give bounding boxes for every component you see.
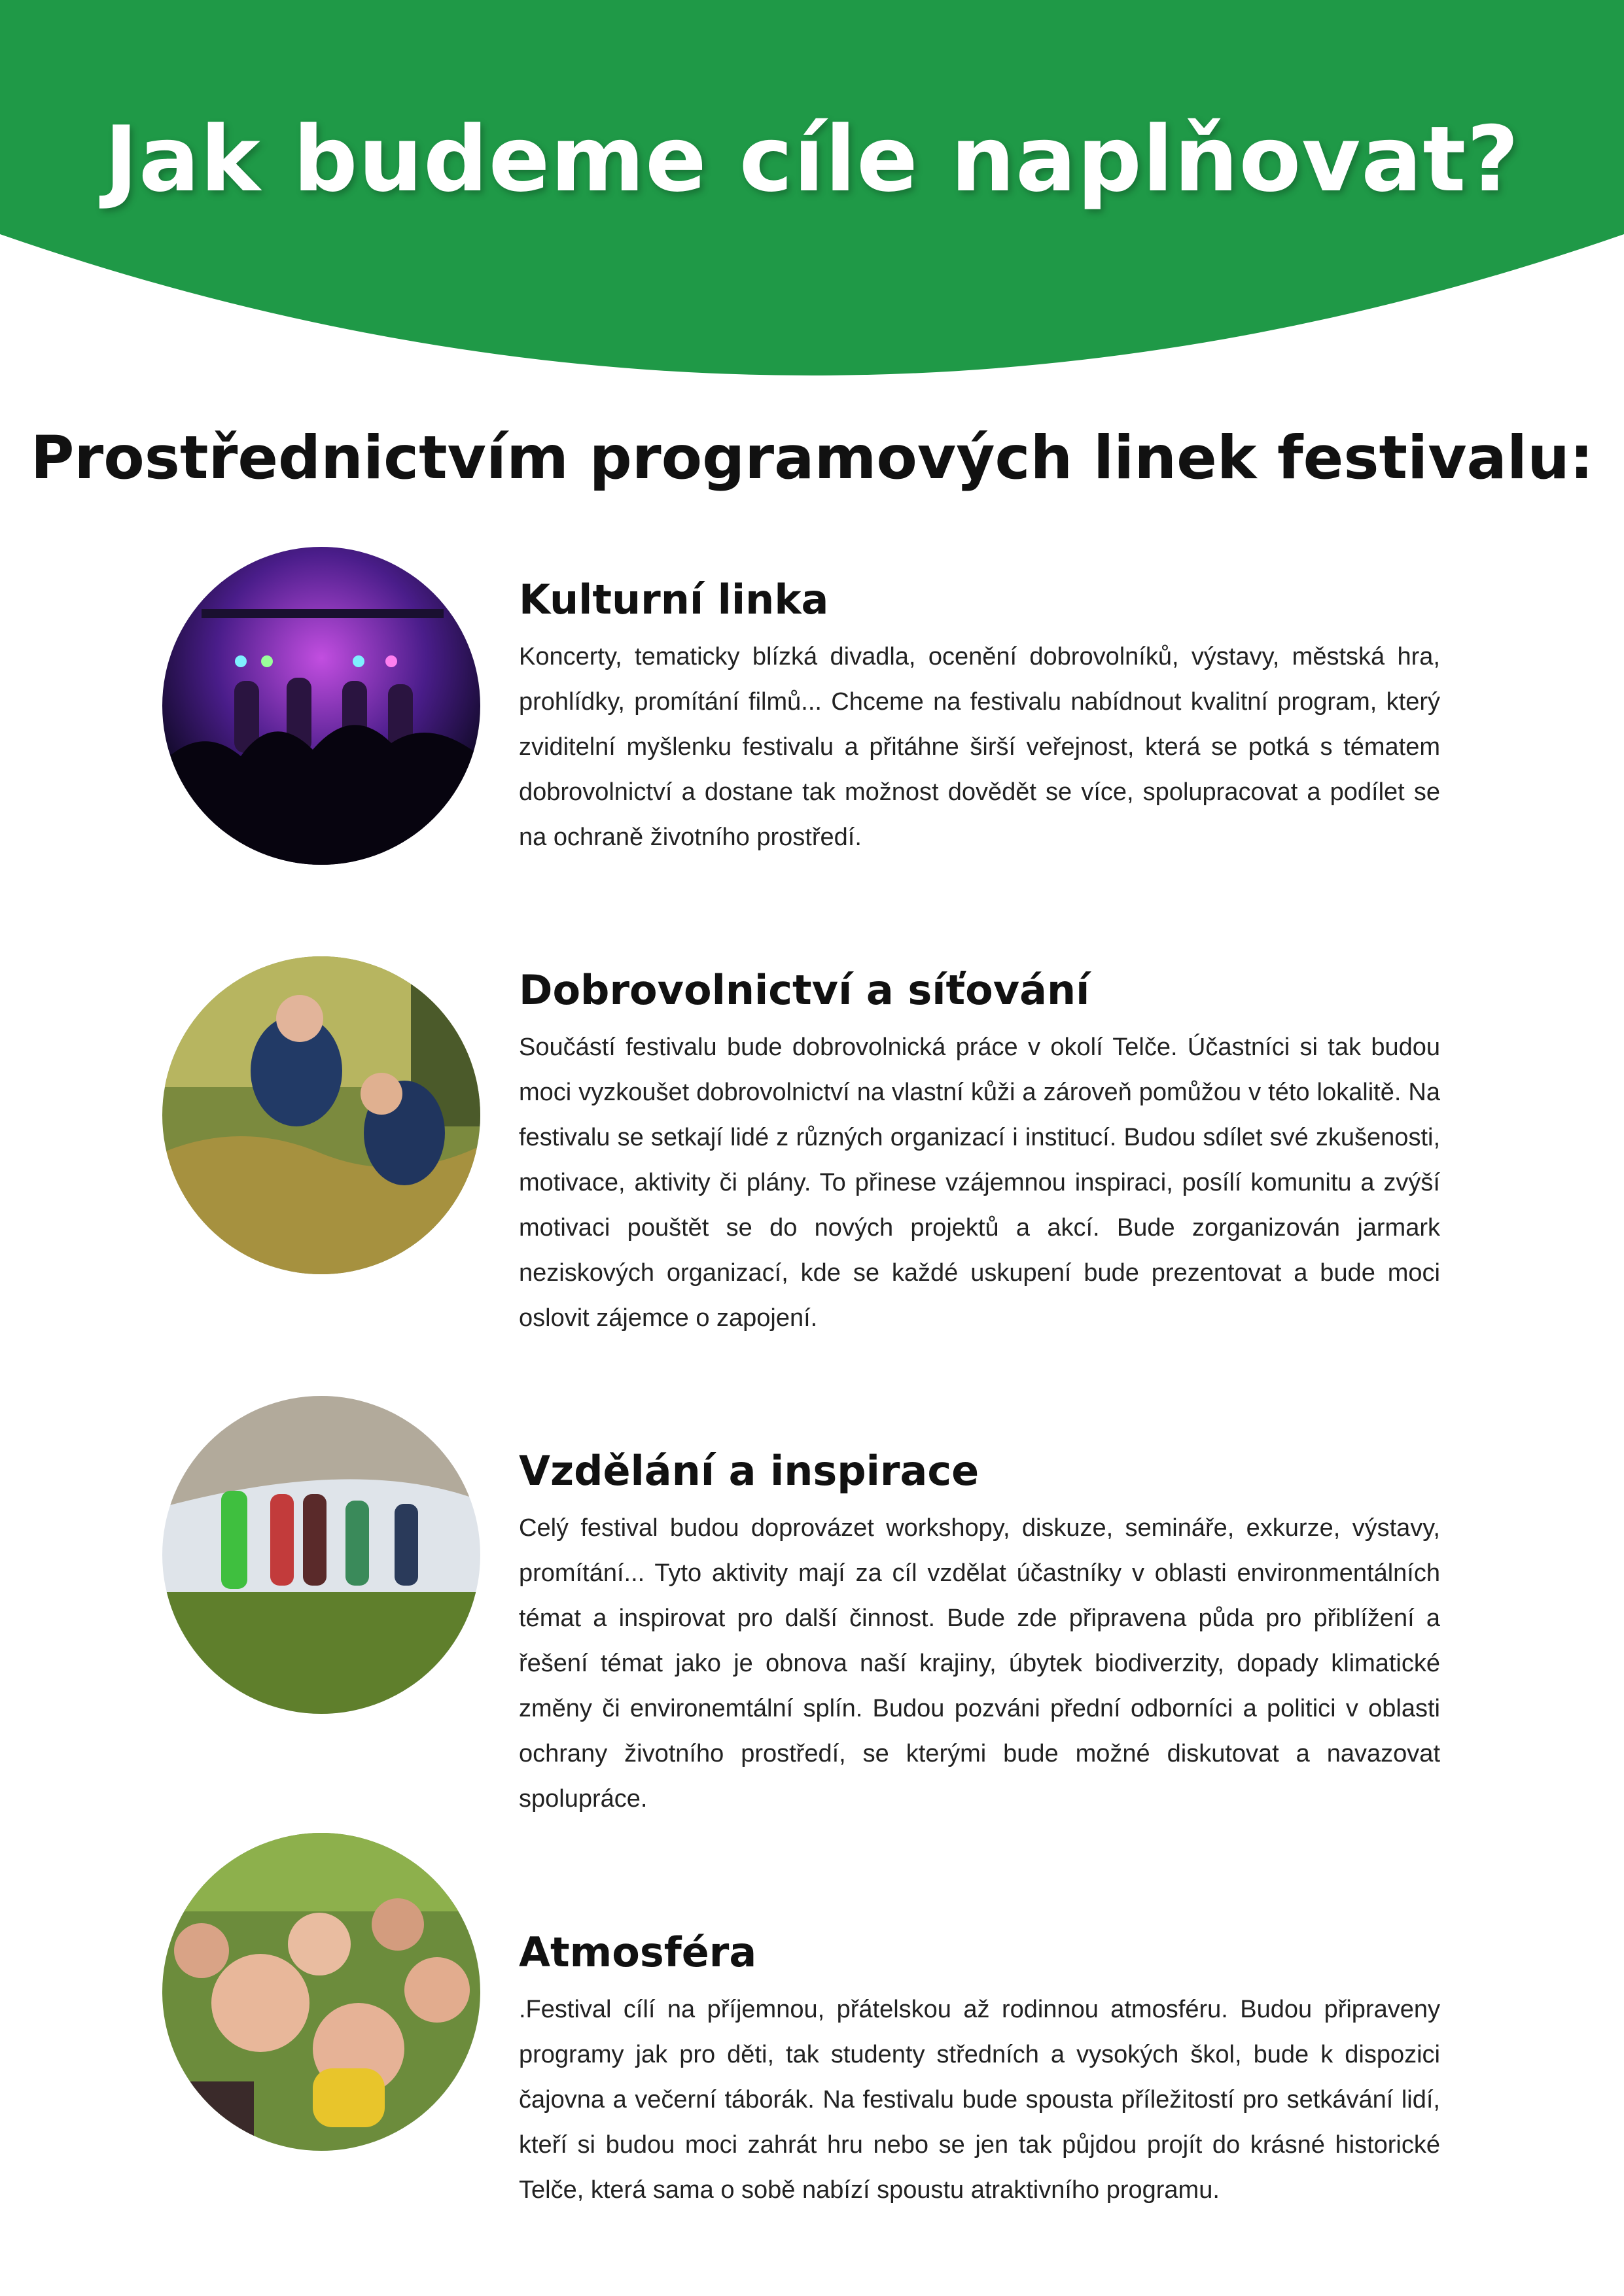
concert-photo (162, 547, 480, 865)
page-title: Jak budeme cíle naplňovat? (104, 107, 1520, 212)
volunteers-photo (162, 956, 480, 1274)
section-body: Součástí festivalu bude dobrovolnická práce v okolí Telče. Účastníci si tak budou moci vyzkoušet dobrovolnictví na vlastní kůži a zároveň pomůžou v této lokalitě. Na festivalu se setkají lidé z různých organizací i institucí. Budou sdílet své zkušenosti, motivace, aktivity či plány. To přinese vzájemnou inspiraci, posílí komunitu a zvýší motivaci pouštět se do nových projektů a akcí. Bude zorganizován jarmark neziskových organizací, kde se každé uskupení bude prezentovat a bude moci oslovit zájemce o zapojení. (519, 1034, 1440, 1332)
section-title: Dobrovolnictví a síťování (519, 966, 1090, 1014)
section-title: Kulturní linka (519, 576, 829, 623)
section-body: Koncerty, tematicky blízká divadla, ocenění dobrovolníků, výstavy, městská hra, prohlídky, promítání filmů... Chceme na festivalu nabídnout kvalitní program, který zviditelní myšlenku festivalu a přitáhne širší veřejnost, která se potká s tématem dobrovolnictví a dostane tak možnost dovědět se více, spolupracovat a podílet se na ochraně životního prostředí. (519, 643, 1440, 851)
workshop-photo (162, 1396, 480, 1714)
crowd-photo (162, 1833, 480, 2151)
section-title: Atmosféra (519, 1928, 757, 1976)
section-heading: Prostřednictvím programových linek festivalu: (30, 424, 1594, 493)
section-title: Vzdělání a inspirace (519, 1447, 980, 1495)
section-body: .Festival cílí na příjemnou, přátelskou až rodinnou atmosféru. Budou připraveny programy jak pro děti, tak studenty středních a vysokých škol, bude k dispozici čajovna a večerní táborák. Na festivalu bude spousta příležitostí pro setkávání lidí, kteří si budou moci zahrát hru nebo se jen tak půjdou projít do krásné historické Telče, která sama o sobě nabízí spoustu atraktivního programu. (519, 1996, 1440, 2204)
section-body: Celý festival budou doprovázet workshopy, diskuze, semináře, exkurze, výstavy, promítání... Tyto aktivity mají za cíl vzdělat účastníky v oblasti environmentálních témat a inspirovat pro další činnost. Bude zde připravena půda pro přiblížení a řešení témat jako je obnova naší krajiny, úbytek biodiverzity, dopady klimatické změny či environemtální splín. Budou pozváni přední odborníci a politici v oblasti ochrany životního prostředí, se kterými bude možné diskutovat a navazovat spolupráce. (519, 1514, 1440, 1813)
